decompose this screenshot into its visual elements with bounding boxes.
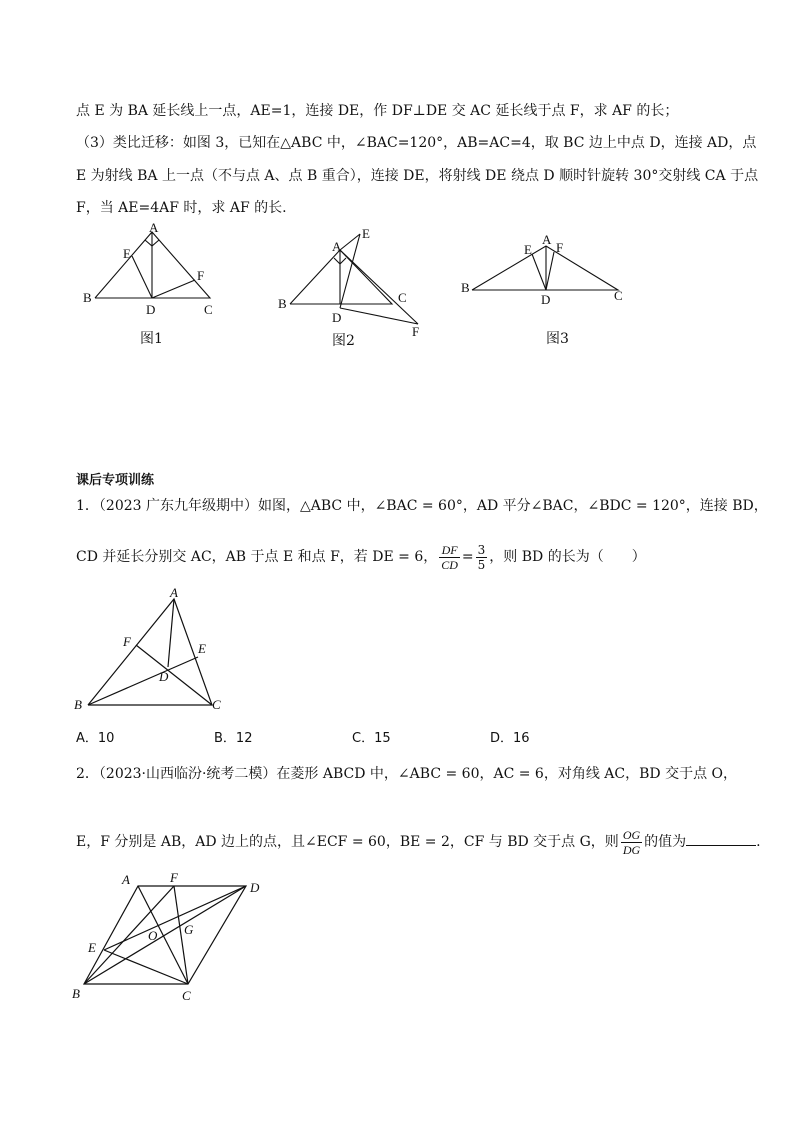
q1-line-2-start: CD 并延长分别交 AC，AB 于点 E 和点 F，若 DE = 6，: [76, 549, 438, 565]
problem-line-4: F，当 AE=4AF 时，求 AF 的长.: [76, 200, 287, 216]
label-B: B: [461, 280, 470, 295]
q2-line-1: 2．（2023·山西临汾·统考二模）在菱形 ABCD 中，∠ABC = 60，AC = 6，对角线 AC，BD 交于点 O，: [76, 766, 737, 782]
label-D: D: [159, 669, 169, 684]
q2-fraction-og-dg: [621, 828, 642, 857]
label-D: D: [146, 302, 156, 317]
figure-2-caption: 图2: [332, 333, 355, 349]
label-C: C: [182, 988, 191, 1003]
label-C: C: [614, 288, 623, 303]
q2-line-2-end: .: [756, 834, 761, 850]
q1-option-b[interactable]: B．12: [214, 731, 253, 746]
label-F: F: [123, 634, 131, 649]
label-D: D: [332, 310, 342, 325]
q1-line-1: 1．（2023 广东九年级期中）如图，△ABC 中，∠BAC = 60°，AD 平分∠BAC，∠BDC = 120°，连接 BD，: [76, 498, 768, 514]
label-B: B: [278, 296, 287, 311]
label-O: O: [148, 928, 158, 943]
label-G: G: [184, 922, 194, 937]
figure-3: [458, 232, 638, 312]
q1-line-2: [76, 540, 646, 574]
label-B: B: [83, 290, 92, 305]
frac-denominator: DG: [622, 842, 641, 857]
problem-line-1: 点 E 为 BA 延长线上一点，AE=1，连接 DE，作 DF⊥DE 交 AC 延长线于点 F，求 AF 的长；: [76, 103, 679, 119]
frac-denominator: CD: [441, 557, 458, 572]
label-A: A: [149, 220, 159, 235]
label-A: A: [170, 585, 178, 600]
equals-sign: =: [461, 549, 474, 565]
q2-line-2: [76, 825, 761, 859]
label-D: D: [250, 880, 260, 895]
q1-figure: [70, 585, 240, 720]
figure-2: [270, 226, 450, 339]
label-F: F: [197, 268, 205, 283]
label-F: F: [556, 240, 564, 255]
label-C: C: [212, 697, 221, 712]
q1-fraction-3-5: [476, 543, 488, 572]
label-E: E: [88, 940, 96, 955]
label-E: E: [362, 226, 370, 241]
figure-1: [80, 220, 230, 317]
frac-numerator: OG: [622, 827, 641, 842]
q1-option-a[interactable]: A．10: [76, 731, 115, 746]
label-F: F: [170, 870, 178, 885]
label-B: B: [74, 697, 82, 712]
label-E: E: [123, 246, 131, 261]
problem-line-3: E 为射线 BA 上一点（不与点 A、点 B 重合），连接 DE，将射线 DE 绕点 D 顺时针旋转 30°交射线 CA 于点: [76, 168, 759, 184]
q1-line-2-end: ，则 BD 的长为（ ）: [489, 549, 646, 565]
label-C: C: [204, 302, 213, 317]
q1-fraction-df-cd: [439, 543, 460, 572]
frac-numerator: DF: [439, 543, 460, 558]
label-C: C: [398, 290, 407, 305]
figure-1-caption: 图1: [140, 331, 163, 347]
q1-option-c[interactable]: C．15: [352, 731, 391, 746]
q2-figure: [68, 868, 288, 1008]
label-D: D: [541, 292, 551, 307]
section-title: 课后专项训练: [76, 473, 155, 488]
label-F: F: [412, 324, 420, 339]
q2-line-2-start: E，F 分别是 AB，AD 边上的点，且∠ECF = 60，BE = 2，CF 与 BD 交于点 G，则: [76, 834, 619, 850]
figure-3-caption: 图3: [546, 331, 569, 347]
frac-denominator: 5: [477, 557, 486, 572]
q1-option-d[interactable]: D．16: [490, 731, 530, 746]
label-A: A: [332, 239, 342, 254]
label-E: E: [198, 641, 206, 656]
label-E: E: [524, 242, 532, 257]
answer-blank[interactable]: [686, 833, 756, 846]
label-A: A: [122, 872, 130, 887]
label-B: B: [72, 986, 80, 1001]
label-A: A: [542, 232, 552, 247]
frac-numerator: 3: [477, 542, 486, 557]
q2-line-2-mid: 的值为: [644, 834, 687, 850]
problem-line-2: （3）类比迁移：如图 3，已知在△ABC 中，∠BAC=120°，AB=AC=4，取 BC 边上中点 D，连接 AD，点: [76, 135, 757, 151]
